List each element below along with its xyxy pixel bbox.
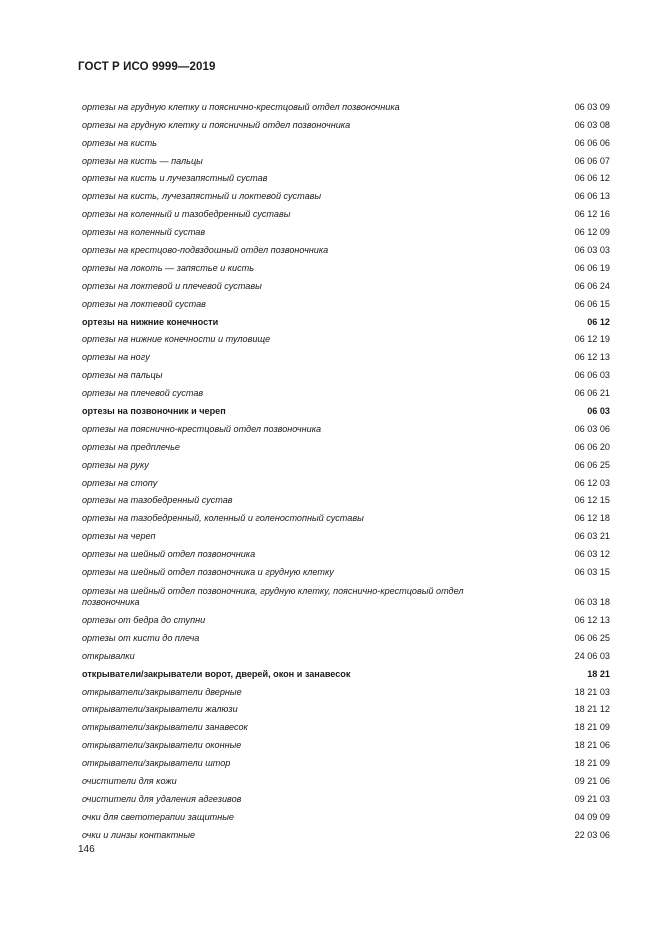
- entry-term: ортезы на тазобедренный, коленный и голеностопный суставы: [82, 513, 364, 524]
- index-entry: [82, 454, 610, 472]
- entry-term: открыватели/закрыватели оконные: [82, 740, 242, 751]
- index-entry: [82, 436, 610, 454]
- entry-code: 06 06 12: [574, 173, 610, 184]
- index-entry: [82, 490, 610, 508]
- entry-code: 06 06 07: [574, 155, 610, 166]
- entry-code: 06 03 09: [574, 101, 610, 112]
- entry-term: ортезы на пояснично-крестцовый отдел позвоночника: [82, 423, 322, 434]
- index-entry: [82, 627, 610, 645]
- entry-term: ортезы на плечевой сустав: [82, 388, 204, 399]
- index-entry: [82, 418, 610, 436]
- entry-term: открывалки: [82, 650, 135, 661]
- entry-term: ортезы на грудную клетку и пояснично-крестцовый отдел позвоночника: [82, 101, 400, 112]
- index-entry: [82, 114, 610, 132]
- entry-term: ортезы на локтевой сустав: [82, 298, 206, 309]
- entry-code: 06 06 20: [574, 441, 610, 452]
- entry-term: ортезы от кисти до плеча: [82, 632, 200, 643]
- entry-term: открыватели/закрыватели занавесок: [82, 722, 248, 733]
- entry-code: 06 06 06: [574, 137, 610, 148]
- entry-term: ортезы на тазобедренный сустав: [82, 495, 233, 506]
- entry-code: 22 03 06: [574, 829, 610, 840]
- entry-code: 06 06 13: [574, 191, 610, 202]
- document-header: ГОСТ Р ИСО 9999—2019: [78, 61, 216, 73]
- entry-term: ортезы на пальцы: [82, 370, 163, 381]
- entry-term: ортезы на локоть — запястье и кисть: [82, 262, 254, 273]
- index-entry: [82, 609, 610, 627]
- index-entry: [82, 681, 610, 699]
- entry-term: ортезы на шейный отдел позвоночника, грудную клетку, пояснично-крестцовый отдел позвоночника: [82, 586, 464, 608]
- entry-code: 06 03 08: [574, 119, 610, 130]
- entry-code: 06 12 15: [574, 495, 610, 506]
- entry-code: 09 21 06: [574, 775, 610, 786]
- entry-code: 06 12 03: [574, 477, 610, 488]
- entry-code: 06 12: [587, 316, 610, 327]
- entry-term: ортезы на кисть и лучезапястный сустав: [82, 173, 268, 184]
- index-entry: [82, 734, 610, 752]
- index-entry: [82, 185, 610, 203]
- index-section-entry: [82, 663, 610, 681]
- entry-code: 06 12 18: [574, 513, 610, 524]
- entry-term: ортезы на руку: [82, 459, 149, 470]
- entry-code: 04 09 09: [574, 811, 610, 822]
- entry-code: 06 06 21: [574, 388, 610, 399]
- entry-code: 06 12 16: [574, 209, 610, 220]
- entry-term: ортезы на грудную клетку и поясничный отдел позвоночника: [82, 119, 351, 130]
- entry-term: очистители для кожи: [82, 775, 177, 786]
- entry-term: ортезы на коленный и тазобедренный суставы: [82, 209, 291, 220]
- entry-code: 06 06 19: [574, 262, 610, 273]
- entry-term: ортезы на локтевой и плечевой суставы: [82, 280, 262, 291]
- entry-term: очки и линзы контактные: [82, 829, 196, 840]
- entry-code: 06 12 19: [574, 334, 610, 345]
- page-number: 146: [78, 844, 95, 855]
- index-entry: [82, 770, 610, 788]
- entry-code: 06 06 25: [574, 459, 610, 470]
- index-entry: [82, 788, 610, 806]
- index-entry: [82, 239, 610, 257]
- entry-code: 18 21: [587, 668, 610, 679]
- entry-term: открыватели/закрыватели ворот, дверей, окон и занавесок: [82, 668, 351, 679]
- index-entry: [82, 699, 610, 717]
- entry-term: очки для светотерапии защитные: [82, 811, 234, 822]
- entry-code: 24 06 03: [574, 650, 610, 661]
- index-entries-list: [82, 96, 610, 842]
- entry-term: открыватели/закрыватели жалюзи: [82, 704, 238, 715]
- index-entry: [82, 752, 610, 770]
- index-entry: [82, 824, 610, 842]
- entry-code: 18 21 09: [574, 722, 610, 733]
- entry-code: 06 03 15: [574, 567, 610, 578]
- index-entry: [82, 382, 610, 400]
- entry-code: 06 06 15: [574, 298, 610, 309]
- index-entry: [82, 472, 610, 490]
- index-entry: [82, 346, 610, 364]
- index-entry: [82, 716, 610, 734]
- entry-code: 06 03 18: [574, 597, 610, 608]
- entry-code: 18 21 06: [574, 740, 610, 751]
- entry-code: 06 12 13: [574, 352, 610, 363]
- entry-code: 06 03 03: [574, 245, 610, 256]
- entry-term: ортезы на предплечье: [82, 441, 180, 452]
- index-entry: [82, 257, 610, 275]
- index-entry: [82, 645, 610, 663]
- index-entry: [82, 96, 610, 114]
- index-entry: [82, 203, 610, 221]
- entry-term: ортезы на кисть: [82, 137, 157, 148]
- entry-term: ортезы на шейный отдел позвоночника: [82, 549, 256, 560]
- index-entry: [82, 329, 610, 347]
- entry-term: ортезы на кисть, лучезапястный и локтевой суставы: [82, 191, 322, 202]
- index-section-entry: [82, 311, 610, 329]
- entry-term: открыватели/закрыватели штор: [82, 758, 231, 769]
- entry-code: 06 12 13: [574, 614, 610, 625]
- entry-term: ортезы на нижние конечности: [82, 316, 219, 327]
- entry-code: 06 03 12: [574, 549, 610, 560]
- index-section-entry: [82, 400, 610, 418]
- entry-code: 18 21 09: [574, 758, 610, 769]
- entry-code: 06 03: [587, 406, 610, 417]
- index-entry: [82, 525, 610, 543]
- index-entry: [82, 168, 610, 186]
- entry-code: 06 06 24: [574, 280, 610, 291]
- index-entry: [82, 543, 610, 561]
- entry-term: открыватели/закрыватели дверные: [82, 686, 242, 697]
- index-entry: [82, 132, 610, 150]
- entry-term: ортезы на крестцово-подвздошный отдел позвоночника: [82, 245, 329, 256]
- index-entry: [82, 221, 610, 239]
- entry-term: ортезы на шейный отдел позвоночника и грудную клетку: [82, 567, 334, 578]
- index-entry: [82, 364, 610, 382]
- index-entry: [82, 507, 610, 525]
- entry-term: ортезы на нижние конечности и туловище: [82, 334, 271, 345]
- entry-term: ортезы на ногу: [82, 352, 150, 363]
- index-entry: [82, 293, 610, 311]
- index-entry: [82, 806, 610, 824]
- index-entry: [82, 561, 610, 579]
- entry-code: 06 06 25: [574, 632, 610, 643]
- entry-code: 06 03 06: [574, 423, 610, 434]
- entry-code: 18 21 12: [574, 704, 610, 715]
- entry-term: очистители для удаления адгезивов: [82, 793, 242, 804]
- entry-term: ортезы на череп: [82, 531, 156, 542]
- entry-term: ортезы на кисть — пальцы: [82, 155, 203, 166]
- entry-code: 06 03 21: [574, 531, 610, 542]
- entry-term: ортезы на позвоночник и череп: [82, 406, 226, 417]
- entry-code: 09 21 03: [574, 793, 610, 804]
- entry-term: ортезы на коленный сустав: [82, 227, 206, 238]
- index-entry: [82, 579, 610, 609]
- entry-code: 06 12 09: [574, 227, 610, 238]
- index-entry: [82, 275, 610, 293]
- entry-code: 06 06 03: [574, 370, 610, 381]
- index-entry: [82, 150, 610, 168]
- entry-term: ортезы от бедра до ступни: [82, 614, 206, 625]
- entry-code: 18 21 03: [574, 686, 610, 697]
- entry-term: ортезы на стопу: [82, 477, 158, 488]
